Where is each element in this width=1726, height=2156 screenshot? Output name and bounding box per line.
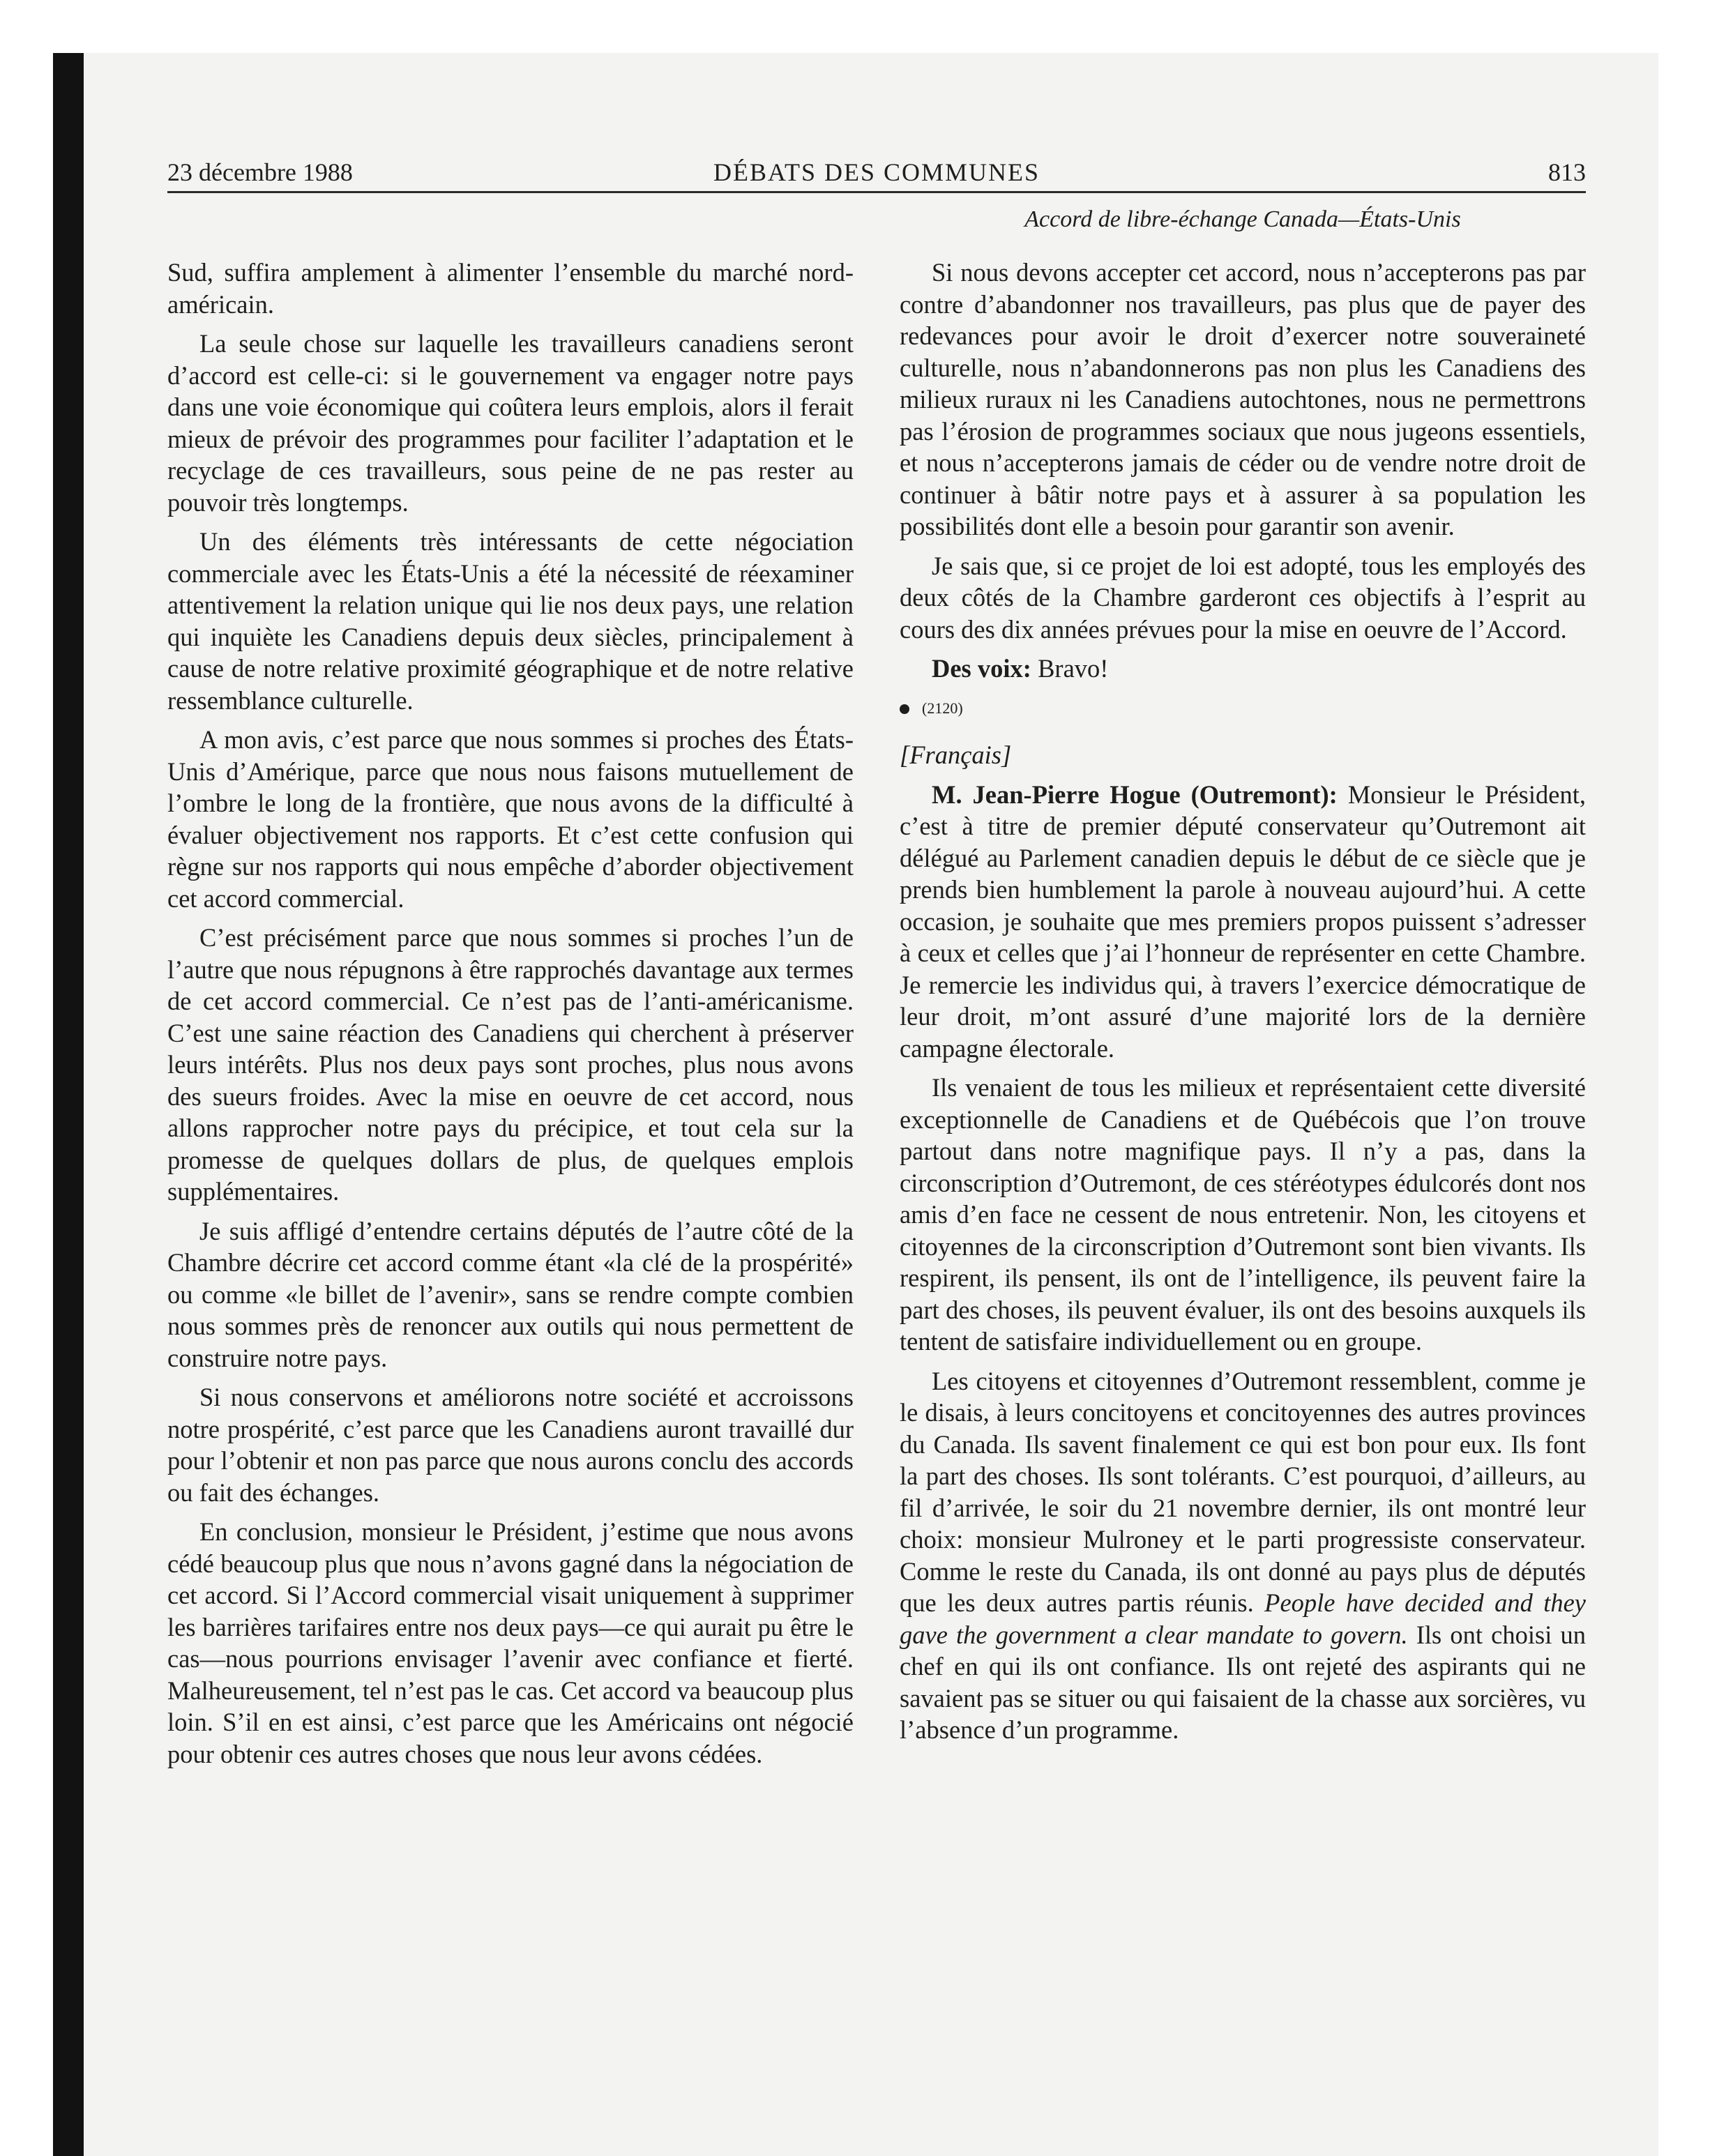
bullet-icon	[900, 704, 909, 714]
scan-edge	[53, 53, 84, 2156]
header-date: 23 décembre 1988	[167, 158, 353, 186]
page-header	[167, 158, 1586, 190]
paragraph: Un des éléments très intéressants de cette négociation commerciale avec les États-Unis a été la nécessité de réexaminer attentivement la relation unique qui lie nos deux pays, une relation qui inquiète les Canadiens depuis deux siècles, principalement à cause de notre relative proximité géographique et de notre relative ressemblance culturelle.	[167, 527, 854, 715]
english-quote: People have decided and they gave the government a clear mandate to govern.	[900, 1588, 1587, 1649]
paragraph: En conclusion, monsieur le Président, j’estime que nous avons cédé beaucoup plus que nous n’avons gagné dans la négociation de cet accord. Si l’Accord commercial visait uniquement à supprimer les barrières tarifaires entre nos deux pays—ce qui aurait pu être le cas—nous pourrions envisager l’avenir avec confiance et fierté. Malheureusement, tel n’est pas le cas. Cet accord va beaucoup plus loin. S’il en est ainsi, c’est parce que les Américains ont négocié pour obtenir ces autres choses que nous leur avons cédées.	[167, 1517, 854, 1768]
speaker-name: M. Jean-Pierre Hogue (Outremont):	[932, 780, 1338, 809]
page-number: 813	[1548, 158, 1586, 186]
paragraph: Je suis affligé d’entendre certains députés de l’autre côté de la Chambre décrire cet accord comme étant «la clé de la prospérité» ou comme «le billet de l’avenir», sans se rendre compte combien nous sommes près de renoncer aux outils qui nous permettent de construire notre pays.	[167, 1216, 854, 1372]
voices-paragraph	[900, 653, 1586, 685]
paragraph	[900, 1365, 1586, 1746]
header-title: DÉBATS DES COMMUNES	[713, 158, 1040, 186]
paragraph: Je sais que, si ce projet de loi est adopté, tous les employés des deux côtés de la Chambre garderont ces objectifs à l’esprit au cours des dix années prévues pour la mise en oeuvre de l’Accord.	[900, 551, 1586, 644]
paragraph-text: Ils ont choisi un chef en qui ils ont confiance. Ils ont rejeté des aspirants qui ne savaient pas se situer ou qui faisaient de la chasse aux sorcières, vu l’absence d’un programme.	[900, 1620, 1586, 1744]
voices-speaker: Des voix:	[932, 654, 1031, 683]
paragraph: C’est précisément parce que nous sommes si proches l’un de l’autre que nous répugnons à être rapprochés davantage aux termes de cet accord commercial. Ce n’est pas de l’anti-américanisme. C’est une saine réaction des Canadiens qui cherchent à préserver leurs intérêts. Plus nos deux pays sont proches, plus nous avons des sueurs froides. Avec la mise en oeuvre de cet accord, nous allons rapprocher notre pays du précipice, et tout cela sur la promesse de quelques dollars de plus, de quelques emplois supplémentaires.	[167, 923, 854, 1206]
speech-text: Monsieur le Président, c’est à titre de premier député conservateur qu’Outremont ait délégué au Parlement canadien depuis le début de ce siècle que je prends bien humblement la parole à nouveau aujourd’hui. A cette occasion, je souhaite que mes premiers propos puissent s’adresser à ceux et celles que j’ai l’honneur de représenter en cette Chambre. Je remercie les individus qui, à travers l’exercice démocratique de leur droit, m’ont assuré d’une majorité lors de la dernière campagne électorale.	[900, 780, 1586, 1063]
language-tag: [Français]	[900, 741, 1012, 769]
paragraph-text: Les citoyens et citoyennes d’Outremont ressemblent, comme je le disais, à leurs concitoyens et concitoyennes des autres provinces du Canada. Ils savent finalement ce qui est bon pour eux. Ils font la part des choses. Ils sont tolérants. C’est pourquoi, d’ailleurs, au fil d’arrivée, le soir du 21 novembre dernier, ils ont montré leur choix: monsieur Mulroney et le parti progressiste conservateur. Comme le reste du Canada, ils ont donné au pays plus de députés que les deux autres partis réunis.	[900, 1366, 1586, 1617]
left-column	[167, 257, 854, 1777]
paragraph: Si nous conservons et améliorons notre société et accroissons notre prospérité, c’est parce que les Canadiens auront travaillé dur pour l’obtenir et non pas parce que nous aurons conclu des accords ou fait des échanges.	[167, 1383, 854, 1507]
speech-paragraph	[900, 779, 1586, 1065]
voices-text: Bravo!	[1038, 654, 1109, 683]
paragraph: Si nous devons accepter cet accord, nous n’accepterons pas par contre d’abandonner nos travailleurs, pas plus que de payer des redevances pour avoir le droit d’exercer notre souveraineté culturelle, nous n’abandonnerons pas non plus les Canadiens des milieux ruraux ni les Canadiens autochtones, nous ne permettrons pas l’érosion de programmes sociaux que nous jugeons essentiels, et nous n’accepterons jamais de céder ou de vendre notre droit de continuer à bâtir notre pays et à assurer à sa population les possibilités dont elle a besoin pour garantir son avenir.	[900, 258, 1586, 540]
running-title: Accord de libre-échange Canada—États-Unis	[1024, 206, 1461, 232]
time-label: (2120)	[922, 699, 963, 717]
header-rule	[167, 191, 1586, 193]
paragraph: La seule chose sur laquelle les travailleurs canadiens seront d’accord est celle-ci: si le gouvernement va engager notre pays dans une voie économique qui coûtera leurs emplois, alors il ferait mieux de prévoir des programmes pour faciliter l’adaptation et le recyclage de ces travailleurs, sous peine de ne pas rester au pouvoir très longtemps.	[167, 329, 854, 517]
paragraph: A mon avis, c’est parce que nous sommes si proches des États-Unis d’Amérique, parce que nous nous faisons mutuellement de l’ombre le long de la frontière, que nous avons de la difficulté à évaluer objectivement nos rapports. Et c’est cette confusion qui règne sur nos rapports qui nous empêche d’aborder objectivement cet accord commercial.	[167, 725, 854, 913]
paragraph: Sud, suffira amplement à alimenter l’ensemble du marché nord-américain.	[167, 258, 854, 319]
right-column	[900, 257, 1586, 1754]
time-marker	[900, 692, 1586, 724]
paragraph: Ils venaient de tous les milieux et représentaient cette diversité exceptionnelle de Canadiens et de Québécois que l’on trouve partout dans notre magnifique pays. Il n’y a pas, dans la circonscription d’Outremont, de ces stéréotypes édulcorés dont nos amis d’en face ne cessent de nous entretenir. Non, les citoyens et citoyennes de la circonscription d’Outremont sont bien vivants. Ils respirent, ils pensent, ils ont de l’intelligence, ils peuvent faire la part des choses, ils peuvent évaluer, ils ont des besoins auxquels ils tentent de satisfaire individuellement ou en groupe.	[900, 1073, 1586, 1356]
